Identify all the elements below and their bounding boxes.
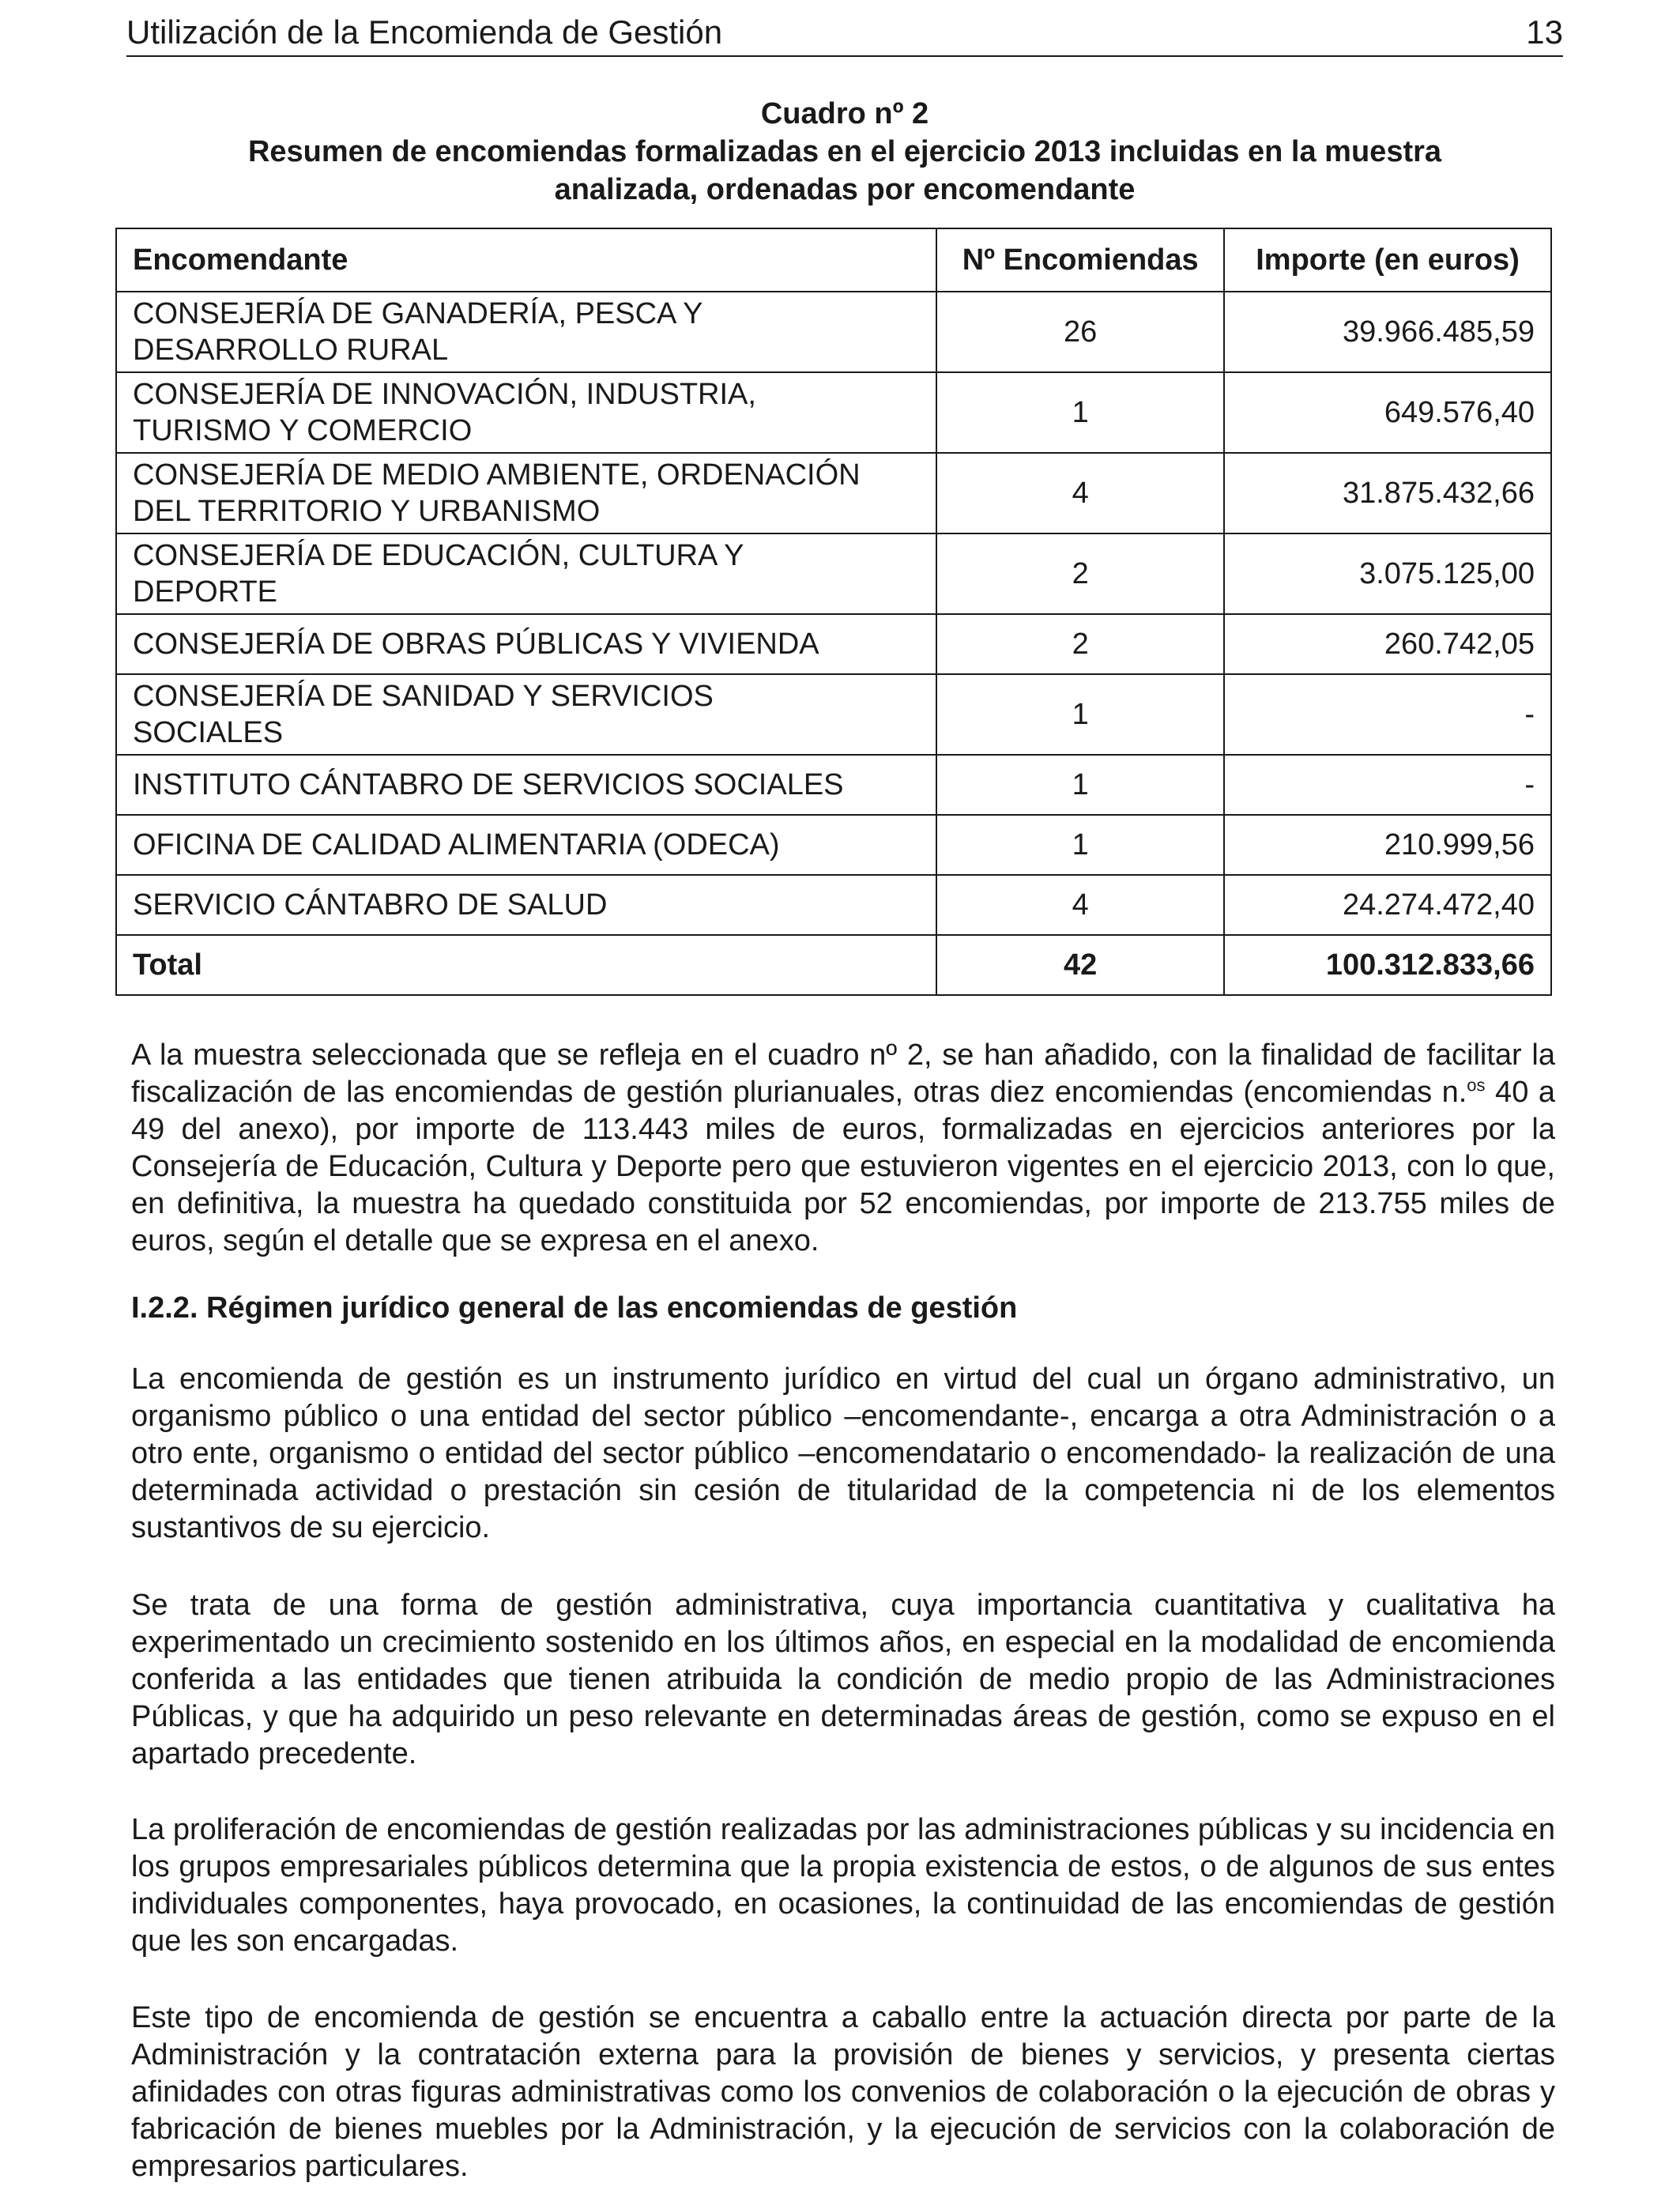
table-row — [116, 533, 1551, 614]
table-caption — [126, 95, 1563, 209]
column-header-count: Nº Encomiendas — [936, 228, 1224, 292]
caption-number: Cuadro nº 2 — [760, 97, 929, 130]
table-row — [116, 674, 1551, 755]
running-header — [126, 9, 1563, 57]
entity-line: DESARROLLO RURAL — [133, 334, 449, 367]
total-row — [116, 935, 1551, 995]
document-title: Utilización de la Encomienda de Gestión — [126, 13, 723, 51]
table-row — [116, 453, 1551, 533]
entity-cell — [116, 674, 936, 755]
entity-line: CONSEJERÍA DE SANIDAD Y SERVICIOS — [133, 680, 714, 713]
count-cell: 1 — [936, 755, 1224, 815]
amount-cell: 260.742,05 — [1224, 614, 1551, 674]
entity-cell: INSTITUTO CÁNTABRO DE SERVICIOS SOCIALES — [116, 755, 936, 815]
entity-line: CONSEJERÍA DE MEDIO AMBIENTE, ORDENACIÓN — [133, 458, 861, 492]
table-header-row — [116, 228, 1551, 292]
total-label: Total — [116, 935, 936, 995]
entity-cell — [116, 292, 936, 372]
entity-cell: SERVICIO CÁNTABRO DE SALUD — [116, 875, 936, 935]
column-header-encomendante: Encomendante — [116, 228, 936, 292]
amount-cell: - — [1224, 674, 1551, 755]
paragraph-text: A la muestra seleccionada que se refleja en el cuadro nº 2, se han añadido, con la finalidad de facilitar la fiscalización de las encomiendas de gestión plurianuales, otras diez encomiendas (encomiendas n. — [131, 1039, 1555, 1109]
amount-cell: 210.999,56 — [1224, 815, 1551, 875]
count-cell: 2 — [936, 614, 1224, 674]
table-row — [116, 614, 1551, 674]
table-row — [116, 875, 1551, 935]
entity-line: SOCIALES — [133, 716, 284, 749]
entity-cell — [116, 372, 936, 453]
paragraph-sample — [131, 1037, 1555, 1260]
paragraph — [131, 1037, 1555, 1260]
amount-cell: 39.966.485,59 — [1224, 292, 1551, 372]
paragraph: Este tipo de encomienda de gestión se encuentra a caballo entre la actuación directa por parte de la Administración y la contratación externa para la provisión de bienes y servicios, y presenta ciertas afinidades con otras figuras administrativas como los convenios de colaboración o la ejecución de obras y fabricación de bienes muebles por la Administración, y la ejecución de servicios con la colaboración de empresarios particulares. — [131, 2001, 1555, 2183]
page-number: 13 — [1526, 13, 1563, 51]
table-row — [116, 372, 1551, 453]
count-cell: 1 — [936, 815, 1224, 875]
table-row — [116, 755, 1551, 815]
entity-line: TURISMO Y COMERCIO — [133, 414, 473, 447]
count-cell: 1 — [936, 674, 1224, 755]
superscript: os — [1467, 1075, 1486, 1095]
count-cell: 4 — [936, 875, 1224, 935]
amount-cell: 24.274.472,40 — [1224, 875, 1551, 935]
paragraph: La proliferación de encomiendas de gestión realizadas por las administraciones públicas y su incidencia en los grupos empresariales públicos determina que la propia existencia de estos, o de algunos de sus entes individuales componentes, haya provocado, en ocasiones, la continuidad de las encomiendas de gestión que les son encargadas. — [131, 1813, 1555, 1958]
summary-table — [115, 228, 1552, 996]
paragraph-text: 40 a 49 del anexo), por importe de 113.443 miles de euros, formalizadas en ejercicios anteriores por la Consejería de Educación, Cultura y Deporte pero que estuvieron vigentes en el ejercicio 2013, con lo que, en definitiva, la muestra ha quedado constituida por 52 encomiendas, por importe de 213.755 miles de euros, según el detalle que se expresa en el anexo. — [131, 1076, 1555, 1257]
count-cell: 4 — [936, 453, 1224, 533]
amount-cell: - — [1224, 755, 1551, 815]
amount-cell: 31.875.432,66 — [1224, 453, 1551, 533]
count-cell: 1 — [936, 372, 1224, 453]
paragraph-proliferation — [131, 1811, 1555, 1960]
entity-cell — [116, 533, 936, 614]
amount-cell: 649.576,40 — [1224, 372, 1551, 453]
amount-cell: 3.075.125,00 — [1224, 533, 1551, 614]
entity-line: CONSEJERÍA DE GANADERÍA, PESCA Y — [133, 297, 703, 330]
table-row — [116, 815, 1551, 875]
total-amount: 100.312.833,66 — [1224, 935, 1551, 995]
entity-cell — [116, 453, 936, 533]
entity-cell: CONSEJERÍA DE OBRAS PÚBLICAS Y VIVIENDA — [116, 614, 936, 674]
caption-title-line-2: analizada, ordenadas por encomendante — [554, 173, 1136, 206]
entity-cell: OFICINA DE CALIDAD ALIMENTARIA (ODECA) — [116, 815, 936, 875]
entity-line: CONSEJERÍA DE EDUCACIÓN, CULTURA Y — [133, 539, 744, 572]
table-row — [116, 292, 1551, 372]
paragraph-definition — [131, 1361, 1555, 1547]
total-count: 42 — [936, 935, 1224, 995]
entity-line: DEPORTE — [133, 575, 278, 609]
entity-line: DEL TERRITORIO Y URBANISMO — [133, 495, 601, 528]
caption-title-line-1: Resumen de encomiendas formalizadas en el ejercicio 2013 incluidas en la muestra — [247, 135, 1442, 168]
count-cell: 26 — [936, 292, 1224, 372]
paragraph-nature — [131, 2000, 1555, 2185]
section-heading: I.2.2. Régimen jurídico general de las encomiendas de gestión — [131, 1291, 1018, 1325]
paragraph: La encomienda de gestión es un instrumento jurídico en virtud del cual un órgano administrativo, un organismo público o una entidad del sector público –encomendante-, encarga a otra Administración o a otro ente, organismo o entidad del sector público –encomendatario o encomendado- la realización de una determinada actividad o prestación sin cesión de titularidad de la competencia ni de los elementos sustantivos de su ejercicio. — [131, 1363, 1555, 1544]
entity-line: CONSEJERÍA DE INNOVACIÓN, INDUSTRIA, — [133, 378, 756, 411]
column-header-amount: Importe (en euros) — [1224, 228, 1551, 292]
paragraph: Se trata de una forma de gestión administrativa, cuya importancia cuantitativa y cualitativa ha experimentado un crecimiento sostenido en los últimos años, en especial en la modalidad de encomienda conferida a las entidades que tienen atribuida la condición de medio propio de las Administraciones Públicas, y que ha adquirido un peso relevante en determinadas áreas de gestión, como se expuso en el apartado precedente. — [131, 1589, 1555, 1770]
paragraph-importance — [131, 1587, 1555, 1773]
count-cell: 2 — [936, 533, 1224, 614]
